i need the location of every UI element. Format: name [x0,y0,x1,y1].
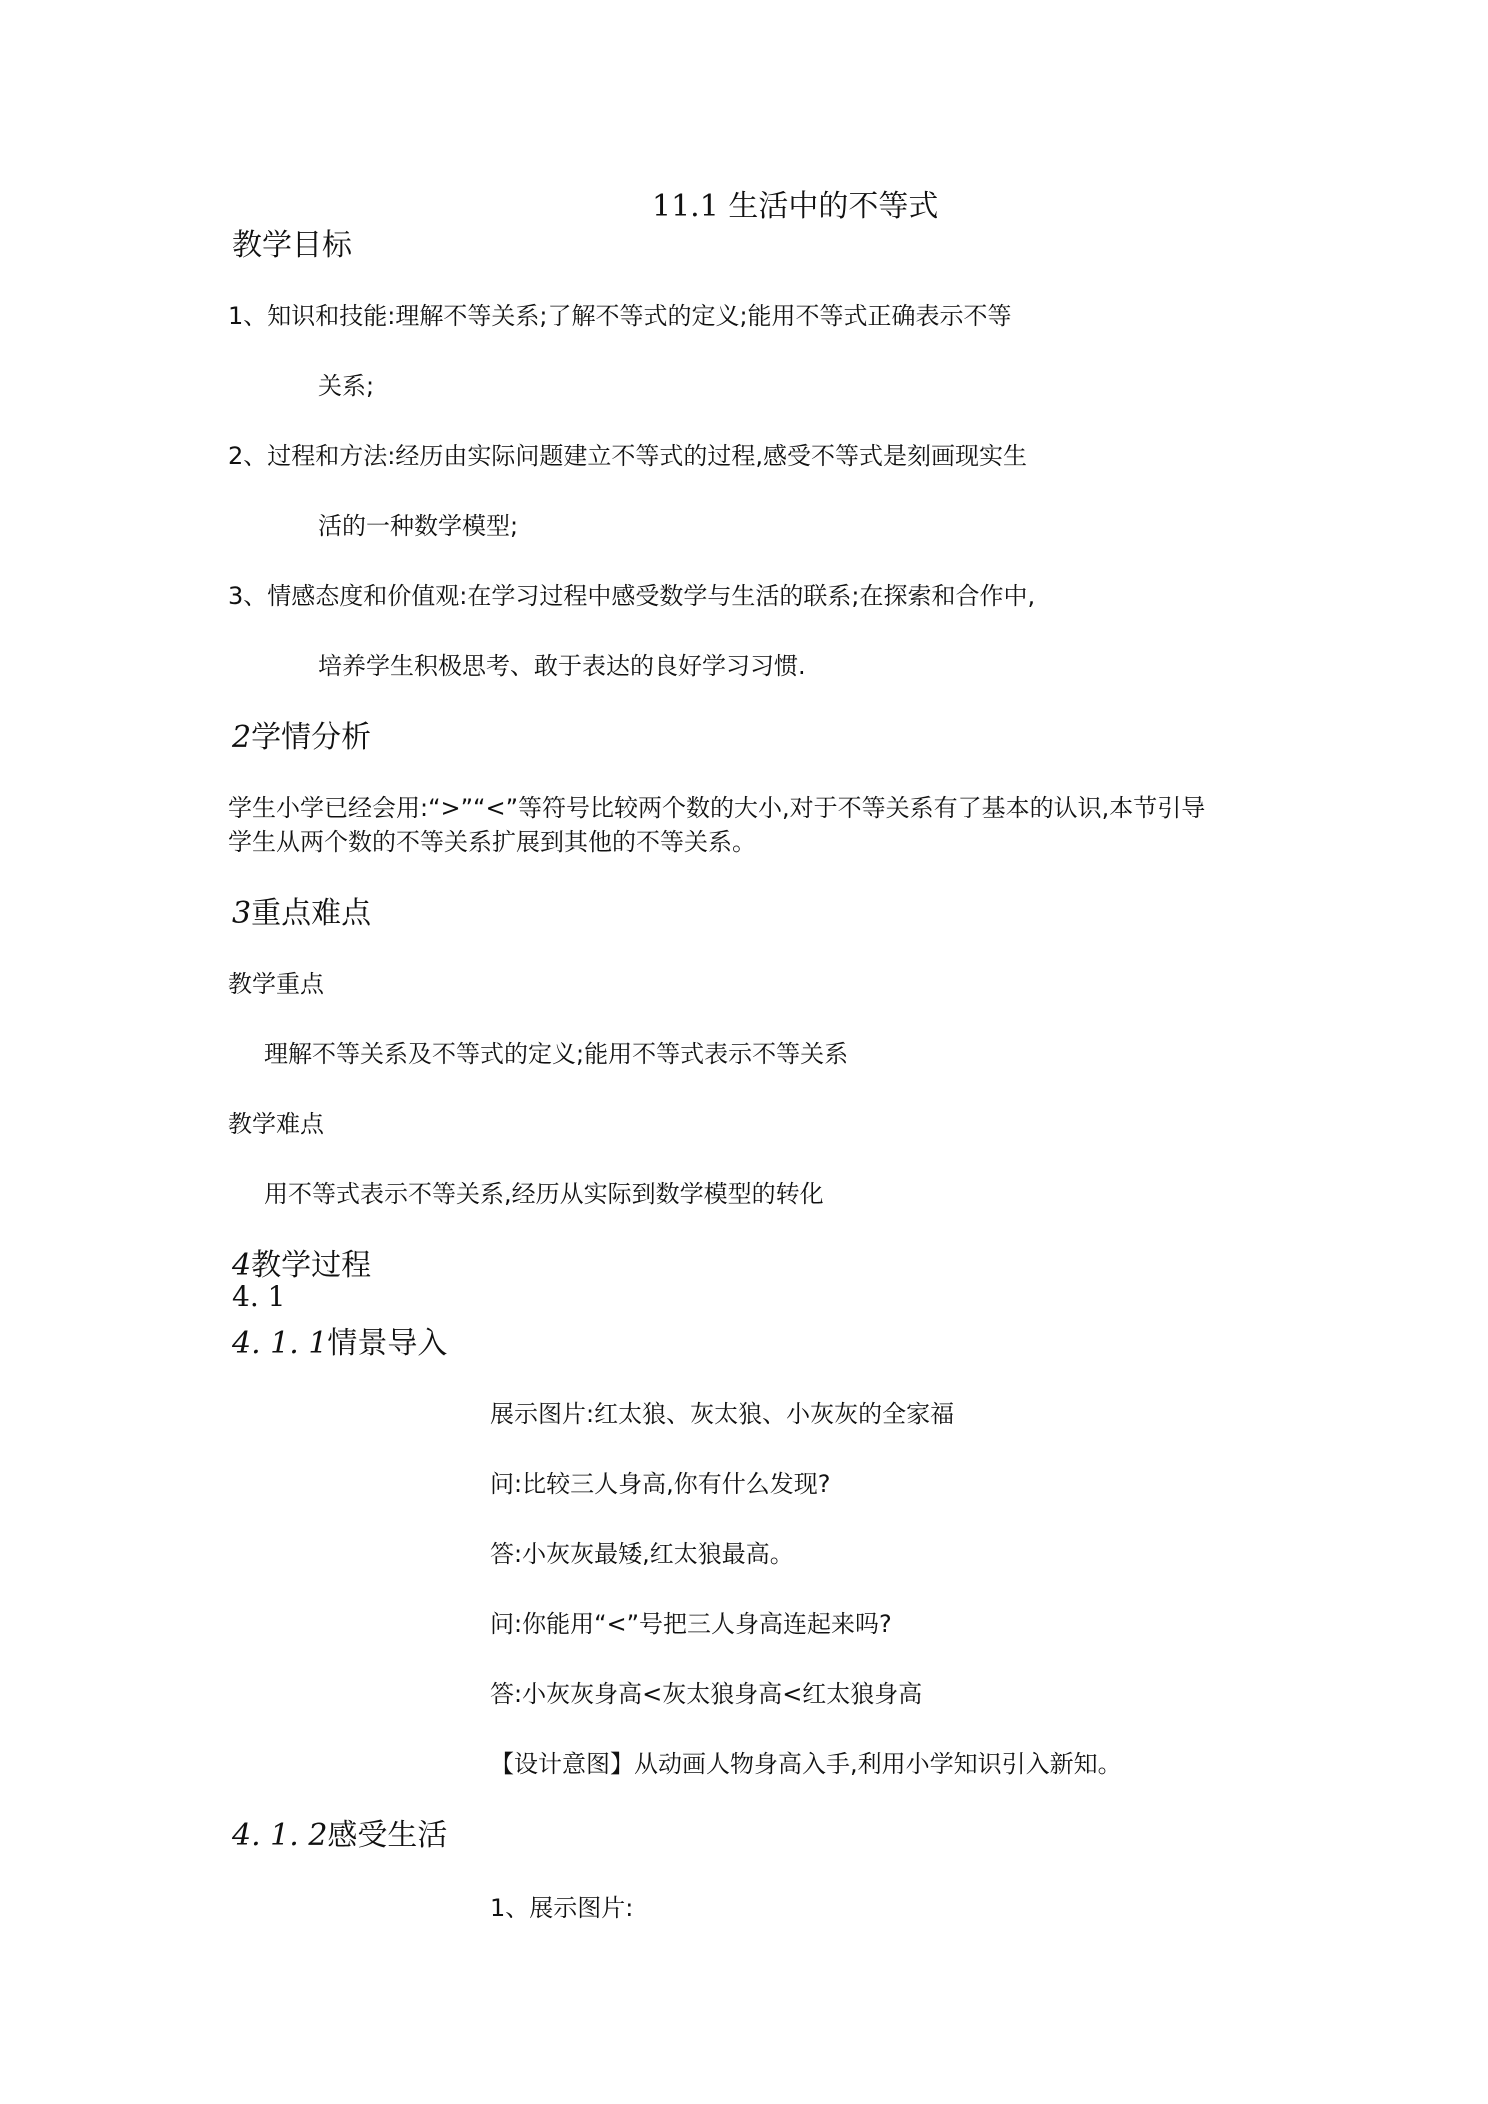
section-title: 重点难点 [251,896,372,931]
section-heading-analysis [232,712,371,756]
section-heading-process [232,1240,371,1284]
section-title: 学情分析 [251,720,372,755]
subsection-title: 感受生活 [327,1818,448,1853]
section-number: 2 [232,720,252,755]
section-heading-objectives: 教学目标 [232,228,352,263]
subsection-title: 情景导入 [327,1326,448,1361]
analysis-paragraph-line-2: 学生从两个数的不等关系扩展到其他的不等关系。 [228,828,756,856]
section-number: 3 [232,896,252,931]
document-title: 11.1 生活中的不等式 [652,189,939,224]
objective-item-1-line-2: 关系; [318,372,375,400]
scenario-line-4: 问:你能用“<”号把三人身高连起来吗? [490,1610,892,1638]
analysis-paragraph-line-1: 学生小学已经会用:“>”“<”等符号比较两个数的大小,对于不等关系有了基本的认识,本节引导 [228,794,1206,822]
subsection-heading-4-1-1 [232,1318,447,1362]
section-heading-keypoints [232,888,371,932]
focus-text: 理解不等关系及不等式的定义;能用不等式表示不等关系 [264,1040,849,1068]
difficulty-label: 教学难点 [228,1110,324,1138]
scenario-line-3: 答:小灰灰最矮,红太狼最高。 [490,1540,794,1568]
subsection-heading-4-1-2 [232,1810,447,1854]
life-line-1: 1、展示图片: [490,1894,634,1922]
objective-item-2-line-1: 2、过程和方法:经历由实际问题建立不等式的过程,感受不等式是刻画现实生 [228,442,1027,470]
section-number: 4 [232,1248,252,1283]
difficulty-text: 用不等式表示不等关系,经历从实际到数学模型的转化 [264,1180,824,1208]
objective-item-2-line-2: 活的一种数学模型; [318,512,519,540]
scenario-line-1: 展示图片:红太狼、灰太狼、小灰灰的全家福 [490,1400,955,1428]
objective-item-3-line-2: 培养学生积极思考、敢于表达的良好学习习惯. [318,652,806,680]
section-title: 教学过程 [251,1248,372,1283]
scenario-line-6: 【设计意图】从动画人物身高入手,利用小学知识引入新知。 [490,1750,1122,1778]
subsection-number-4-1: 4. 1 [232,1280,286,1313]
scenario-line-2: 问:比较三人身高,你有什么发现? [490,1470,831,1498]
objective-item-1-line-1: 1、知识和技能:理解不等关系;了解不等式的定义;能用不等式正确表示不等 [228,302,1012,330]
objective-item-3-line-1: 3、情感态度和价值观:在学习过程中感受数学与生活的联系;在探索和合作中, [228,582,1036,610]
focus-label: 教学重点 [228,970,324,998]
subsection-number: 4. 1. 2 [232,1818,328,1853]
subsection-number: 4. 1. 1 [232,1326,328,1361]
scenario-line-5: 答:小灰灰身高<灰太狼身高<红太狼身高 [490,1680,923,1708]
